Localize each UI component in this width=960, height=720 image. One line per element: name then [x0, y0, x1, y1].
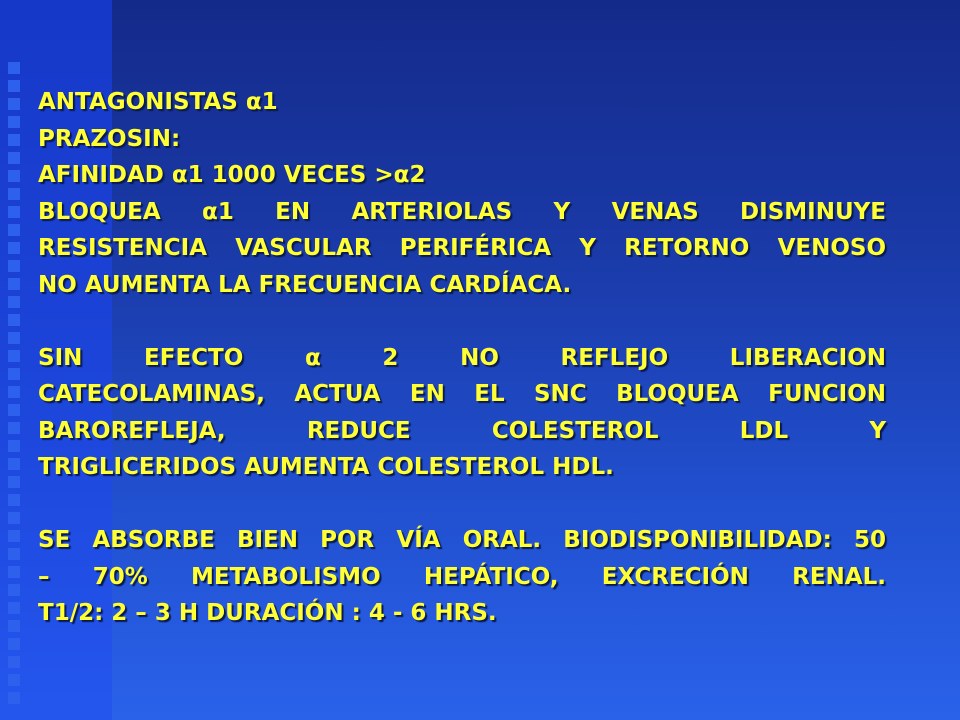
decorative-square: [8, 296, 20, 308]
paragraph-1-line-2: RESISTENCIA VASCULAR PERIFÉRICA Y RETORNO VENOSO: [38, 235, 886, 261]
decorative-square: [8, 350, 20, 362]
decorative-square: [8, 224, 20, 236]
decorative-square: [8, 188, 20, 200]
affinity-line: AFINIDAD α1 1000 VECES >α2: [38, 162, 426, 188]
decorative-square: [8, 584, 20, 596]
decorative-square: [8, 602, 20, 614]
paragraph-gap: [38, 486, 886, 523]
paragraph-2-line-3: BAROREFLEJA, REDUCE COLESTEROL LDL Y: [38, 417, 886, 444]
decorative-square: [8, 674, 20, 686]
paragraph-2-line-1: SIN EFECTO α 2 NO REFLEJO LIBERACION: [38, 344, 886, 371]
decorative-square: [8, 422, 20, 434]
decorative-square: [8, 512, 20, 524]
slide-content: [38, 84, 886, 632]
decorative-square: [8, 530, 20, 542]
paragraph-3-line-3: T1/2: 2 – 3 H DURACIÓN : 4 - 6 HRS.: [38, 600, 497, 626]
decorative-square: [8, 404, 20, 416]
decorative-square: [8, 314, 20, 326]
paragraph-3-line-2: – 70% METABOLISMO HEPÁTICO, EXCRECIÓN RENAL.: [38, 563, 886, 590]
decorative-square: [8, 152, 20, 164]
slide-title: ANTAGONISTAS α1: [38, 89, 278, 115]
decorative-square: [8, 566, 20, 578]
decorative-square: [8, 260, 20, 272]
decorative-square: [8, 98, 20, 110]
decorative-square: [8, 458, 20, 470]
decorative-square: [8, 494, 20, 506]
paragraph-3-line-1: SE ABSORBE BIEN POR VÍA ORAL. BIODISPONIBILIDAD: 50: [38, 527, 886, 553]
paragraph-gap: [38, 303, 886, 340]
decorative-square: [8, 134, 20, 146]
decorative-square: [8, 476, 20, 488]
bullet-square-column: [6, 62, 26, 710]
paragraph-2-line-2: CATECOLAMINAS, ACTUA EN EL SNC BLOQUEA FUNCION: [38, 381, 886, 407]
decorative-square: [8, 548, 20, 560]
decorative-square: [8, 62, 20, 74]
decorative-square: [8, 440, 20, 452]
drug-name: PRAZOSIN:: [38, 125, 181, 152]
decorative-square: [8, 692, 20, 704]
paragraph-2-line-4: TRIGLICERIDOS AUMENTA COLESTEROL HDL.: [38, 454, 614, 480]
decorative-square: [8, 656, 20, 668]
decorative-square: [8, 170, 20, 182]
decorative-square: [8, 206, 20, 218]
decorative-square: [8, 386, 20, 398]
decorative-square: [8, 620, 20, 632]
decorative-square: [8, 278, 20, 290]
paragraph-1-line-1: BLOQUEA α1 EN ARTERIOLAS Y VENAS DISMINUYE: [38, 198, 886, 225]
decorative-square: [8, 332, 20, 344]
decorative-square: [8, 116, 20, 128]
decorative-square: [8, 368, 20, 380]
decorative-square: [8, 242, 20, 254]
paragraph-1-line-3: NO AUMENTA LA FRECUENCIA CARDÍACA.: [38, 271, 572, 298]
decorative-square: [8, 80, 20, 92]
decorative-square: [8, 638, 20, 650]
